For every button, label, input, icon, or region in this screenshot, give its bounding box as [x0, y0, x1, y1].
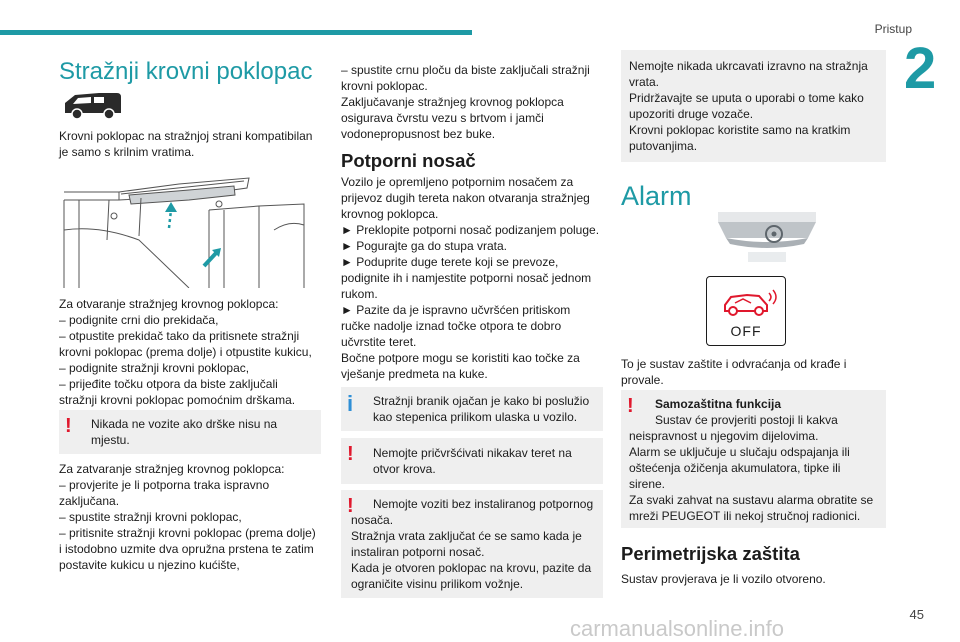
loading-note [621, 50, 886, 162]
support-bracket-body: Vozilo je opremljeno potpornim nosačem za prijevoz dugih tereta nakon otvaranja stražnjeg krovnog poklopca. ► Preklopite potporni nosač podizanjem poluge. ► Pogurajte ga do stupa vrata. ► Poduprite duge terete koji se prevoze, podignite ih i namjestite potporni nosač jednom rukom. ► Pazite da je ispravno učvršćen pritiskom ručke nadolje iznad točke otpora te dobro učvrstite teret. Bočne potpore mogu se koristiti kao točke za vješanje predmeta na kuke. [341, 175, 600, 381]
page-number: 45 [909, 607, 924, 622]
close-instructions: Za zatvaranje stražnjeg krovnog poklopca: – provjerite je li potporna traka ispravno zaključana. – spustite stražnji krovni poklopac, – pritisnite stražnji krovni poklopac (prema dolje) i istodobno uzmite dva opružna prstena te zatim postavite kukicu u njezino kućište, [59, 462, 316, 572]
open-instructions: Za otvaranje stražnjeg krovnog poklopca: – podignite crni dio prekidača, – otpustite prekidač tako da pritisnete stražnji krovni poklopac (prema dolje) i otpustite kukicu, – podignite stražnji krovni poklopac, – prijeđite točku otpora da biste zaključali stražnji krovni poklopac pomoćnim drškama. [59, 297, 312, 407]
loading-note-text: Nemojte nikada ukrcavati izravno na stražnja vrata. Pridržavajte se uputa o uporabi o tome kako upozoriti druge vozače. Krovni poklopac koristite samo na kratkim putovanjima. [629, 59, 868, 153]
info-note-bumper [341, 387, 603, 431]
perimeter-body: Sustav provjerava je li vozilo otvoreno. [621, 572, 826, 586]
warning-icon: ! [65, 415, 72, 437]
alarm-intro: To je sustav zaštite i odvraćanja od krađe i provale. [621, 357, 847, 387]
self-protection-body: Sustav će provjeriti postoji li kakva neispravnost u njegovim dijelovima. Alarm se uključuje u slučaju odspajanja ili oštećenja ožičenja akumulatora, tipke ili sirene. Za svaki zahvat na sustavu alarma obratite se mreži PEUGEOT ili nekoj stručnoj radionici. [629, 413, 874, 523]
warning-note-handles [59, 410, 321, 454]
warning-icon: ! [627, 395, 634, 417]
support-bracket-heading: Potporni nosač [341, 150, 476, 171]
van-icon [61, 87, 125, 121]
intro-text: Krovni poklopac na stražnjoj strani kompatibilan je samo s krilnim vratima. [59, 129, 313, 159]
warning-icon: ! [347, 495, 354, 517]
alarm-title: Alarm [621, 181, 692, 211]
header-accent-bar [0, 30, 472, 35]
warning-text: Nemojte pričvršćivati nikakav teret na otvor krova. [373, 446, 572, 476]
watermark: carmanualsonline.info [570, 616, 785, 641]
self-protection-title: Samozaštitna funkcija [655, 397, 782, 411]
warning-text: Nikada ne vozite ako drške nisu na mjestu. [91, 417, 278, 447]
page-title: Stražnji krovni poklopac [59, 58, 313, 85]
close-instructions-continued: – spustite crnu ploču da biste zaključali stražnji krovni poklopac. Zaključavanje stražnjeg krovnog poklopca osigurava čvrstu vezu s brtvom i jamči vodonepropusnost bez buke. [341, 63, 590, 141]
warning-text: Nemojte voziti bez instaliranog potpornog nosača. Stražnja vrata zaključat će se samo kada je instaliran potporni nosač. Kada je otvoren poklopac na krovu, pazite da ograničite visinu prilikom vožnje. [351, 497, 594, 591]
warning-note-roof-load [341, 438, 603, 484]
section-label: Pristup [874, 22, 912, 36]
dashboard-alarm-illustration [718, 212, 816, 264]
alarm-off-button [706, 276, 786, 346]
self-protection-note [621, 390, 886, 528]
car-alarm-icon [707, 281, 787, 325]
perimeter-heading: Perimetrijska zaštita [621, 543, 800, 564]
chapter-number: 2 [904, 36, 937, 101]
info-text: Stražnji branik ojačan je kako bi poslužio kao stepenica prilikom ulaska u vozilo. [373, 394, 590, 424]
warning-note-support [341, 490, 603, 598]
warning-icon: ! [347, 443, 354, 465]
off-label: OFF [730, 323, 762, 339]
roof-hatch-illustration [59, 170, 321, 288]
info-icon: i [347, 391, 354, 416]
